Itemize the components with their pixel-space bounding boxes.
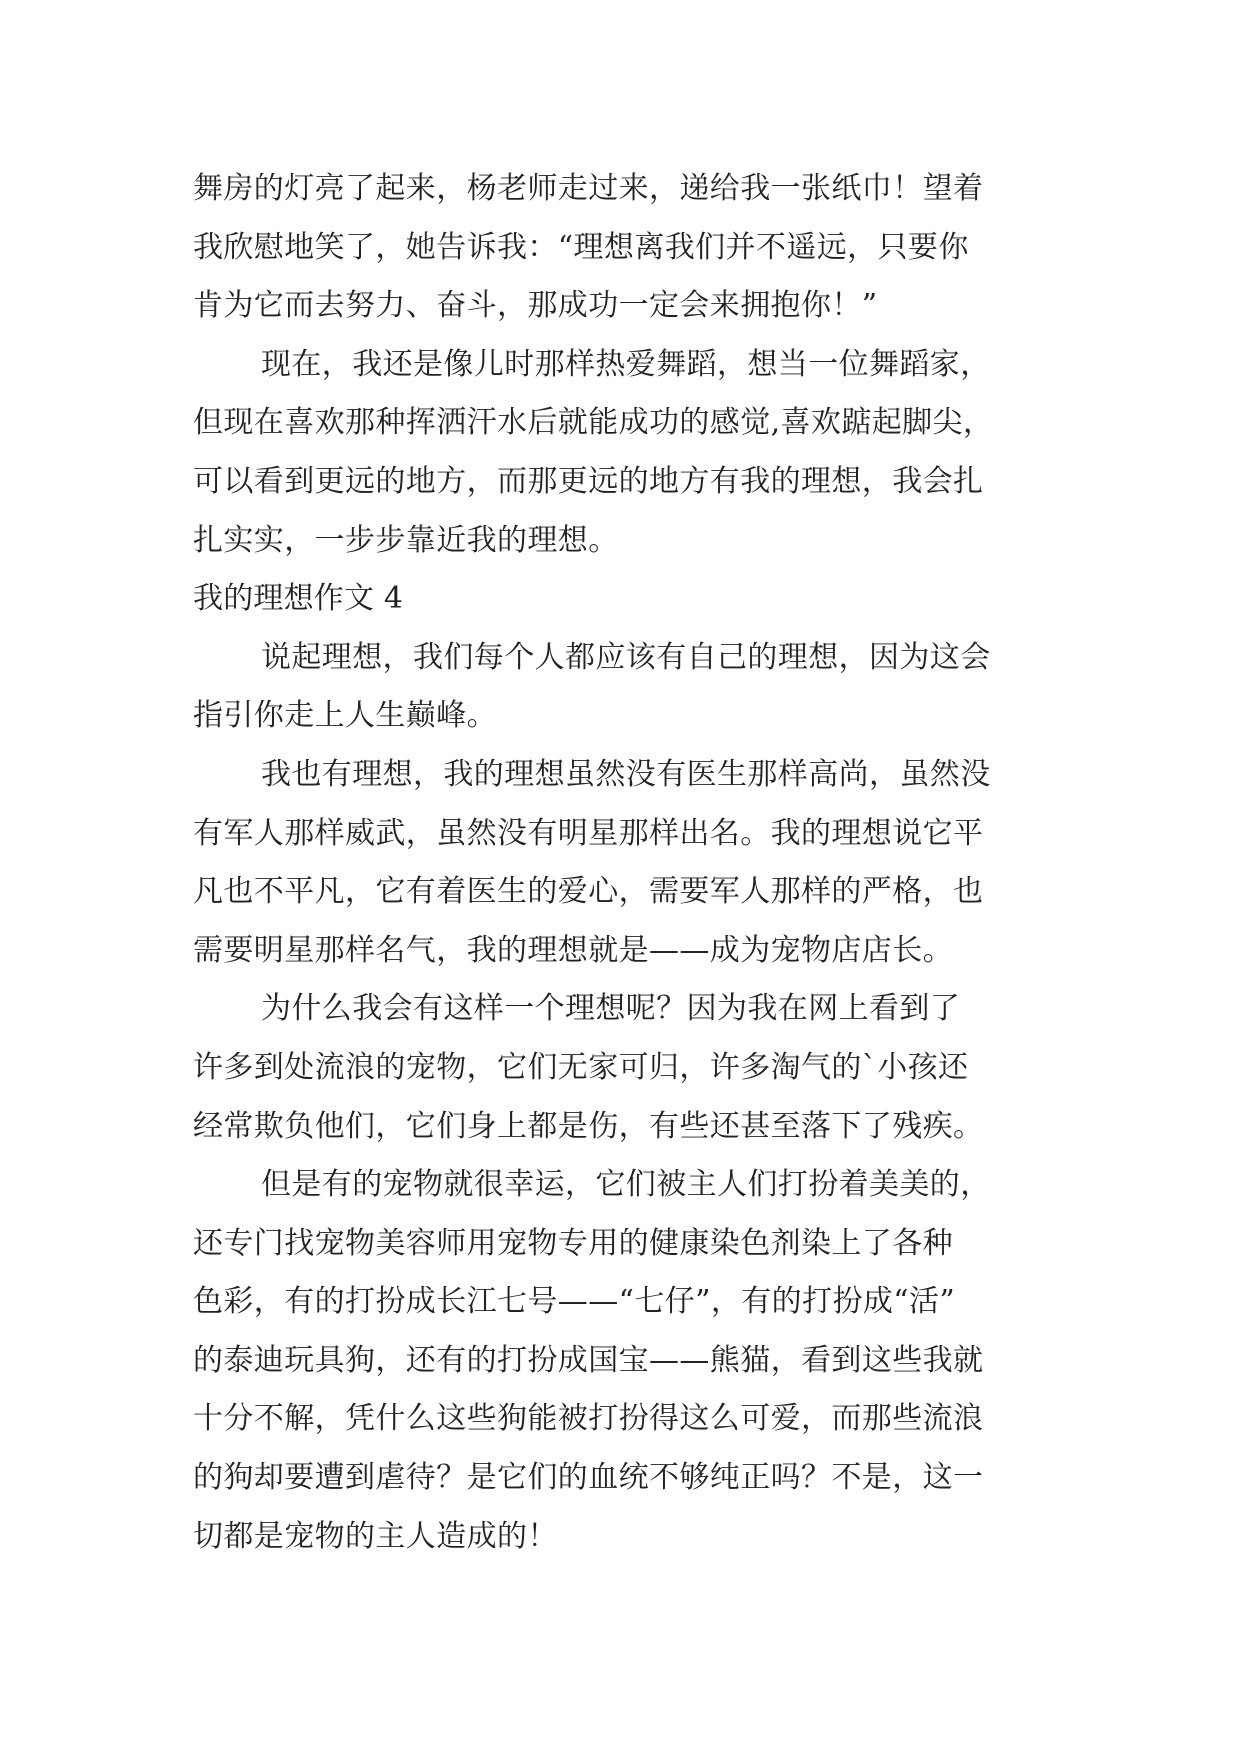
paragraph-line: 现在，我还是像儿时那样热爱舞蹈，想当一位舞蹈家，: [261, 346, 991, 382]
paragraph-line: 有军人那样威武，虽然没有明星那样出名。我的理想说它平: [193, 815, 984, 851]
paragraph-line: 色彩，有的打扮成长江七号——“七仔”，有的打扮成“活”: [193, 1284, 956, 1320]
paragraph-line: 的狗却要遭到虐待？是它们的血统不够纯正吗？不是，这一: [193, 1460, 984, 1496]
paragraph-line: 肯为它而去努力、奋斗，那成功一定会来拥抱你！”: [193, 288, 878, 324]
paragraph-line: 许多到处流浪的宠物，它们无家可归，许多淘气的`小孩还: [193, 1049, 969, 1085]
paragraph-line: 但现在喜欢那种挥洒汗水后就能成功的感觉,喜欢踮起脚尖，: [193, 405, 994, 441]
paragraph-line: 舞房的灯亮了起来，杨老师走过来，递给我一张纸巾！望着: [193, 171, 984, 206]
paragraph-line: 为什么我会有这样一个理想呢？因为我在网上看到了: [261, 991, 961, 1027]
paragraph-line: 切都是宠物的主人造成的！: [193, 1518, 558, 1554]
paragraph-line: 十分不解，凭什么这些狗能被打扮得这么可爱，而那些流浪: [193, 1401, 984, 1437]
paragraph-line: 经常欺负他们，它们身上都是伤，有些还甚至落下了残疾。: [193, 1108, 984, 1144]
section-heading: 我的理想作文 4: [193, 581, 404, 617]
paragraph-line: 说起理想，我们每个人都应该有自己的理想，因为这会: [261, 639, 991, 675]
essay-body: [193, 160, 1073, 1566]
paragraph-line: 指引你走上人生巅峰。: [193, 698, 497, 734]
paragraph-line: 还专门找宠物美容师用宠物专用的健康染色剂染上了各种: [193, 1225, 953, 1261]
paragraph-line: 我欣慰地笑了，她告诉我：“理想离我们并不遥远，只要你: [193, 229, 969, 265]
paragraph-line: 但是有的宠物就很幸运，它们被主人们打扮着美美的，: [261, 1167, 991, 1203]
paragraph-line: 凡也不平凡，它有着医生的爱心，需要军人那样的严格，也: [193, 874, 984, 910]
paragraph-line: 的泰迪玩具狗，还有的打扮成国宝——熊猫，看到这些我就: [193, 1342, 984, 1378]
paragraph-line: 扎实实，一步步靠近我的理想。: [193, 522, 619, 558]
paragraph-line: 需要明星那样名气，我的理想就是——成为宠物店店长。: [193, 932, 953, 968]
paragraph-line: 我也有理想，我的理想虽然没有医生那样高尚，虽然没: [261, 756, 991, 792]
paragraph-line: 可以看到更远的地方，而那更远的地方有我的理想，我会扎: [193, 463, 984, 499]
